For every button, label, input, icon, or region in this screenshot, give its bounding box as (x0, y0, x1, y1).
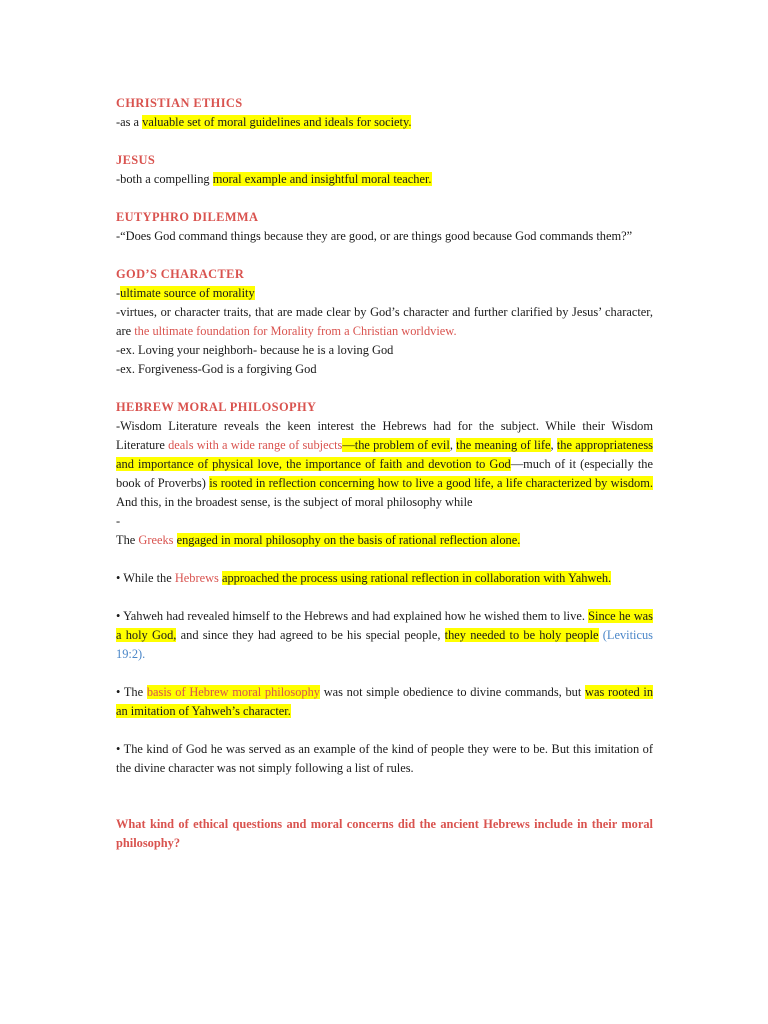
text-segment: • The (116, 685, 147, 699)
example-line-1: -ex. Loving your neighborh- because he is a loving God (116, 343, 394, 357)
greeks-line (116, 531, 653, 550)
text-segment: —much of it (especially the book of Proverbs) (116, 457, 653, 490)
highlighted-text: the problem of evil (354, 438, 450, 452)
highlighted-text: was rooted in an imitation of Yahweh’s character. (116, 685, 654, 718)
dash-line: - (116, 514, 121, 528)
heading-christian-ethics: CHRISTIAN ETHICS (116, 96, 243, 110)
text-segment: - (116, 286, 121, 300)
discussion-question: What kind of ethical questions and moral concerns did the ancient Hebrews include in their moral philosophy? (116, 817, 653, 850)
highlighted-text: moral example and insightful moral teacher. (212, 172, 432, 186)
text-segment: was not simple obedience to divine commands, but (319, 685, 586, 699)
wisdom-literature-paragraph (116, 417, 653, 512)
document-body (116, 94, 653, 853)
jesus-line (116, 170, 653, 189)
highlighted-text: approached the process using rational reflection in collaboration with Yahweh. (221, 571, 612, 585)
bullet-yahweh-revealed (116, 607, 653, 664)
highlighted-text: they needed to be holy people (444, 628, 599, 642)
highlighted-text: is rooted in reflection concerning how to live a good life, a life characterized by wisdom. (209, 476, 653, 490)
highlighted-text: the appropriateness and importance of physical love, the importance of faith and devotion to God (116, 438, 653, 471)
text-segment: -virtues, or character traits, that are made clear by God’s character and further clarified by Jesus’ character, are (116, 305, 653, 338)
scripture-reference: (Leviticus 19:2). (116, 628, 653, 661)
red-text: the ultimate foundation for Morality from a Christian worldview. (134, 324, 457, 338)
highlighted-text: ultimate source of morality (120, 286, 255, 300)
gods-character-line (116, 284, 653, 303)
christian-ethics-line (116, 113, 653, 132)
highlighted-text: engaged in moral philosophy on the basis of rational reflection alone. (176, 533, 521, 547)
heading-hebrew-moral-philosophy: HEBREW MORAL PHILOSOPHY (116, 400, 317, 414)
text-segment: , (550, 438, 557, 452)
text-segment: -Wisdom Literature reveals the keen interest the Hebrews had for the subject. While their Wisdom Literature (116, 419, 653, 452)
red-highlighted-text: basis of Hebrew moral philosophy (146, 685, 320, 699)
bullet-hebrews-approach (116, 569, 653, 588)
highlighted-text: Since he was a holy God, (116, 609, 653, 642)
heading-eutyphro-dilemma: EUTYPHRO DILEMMA (116, 210, 259, 224)
virtues-paragraph (116, 303, 653, 341)
red-text: Greeks (138, 533, 174, 547)
highlighted-text: valuable set of moral guidelines and ideals for society. (142, 115, 412, 129)
text-segment: • Yahweh had revealed himself to the Hebrews and had explained how he wished them to live. (116, 609, 589, 623)
text-segment: The (116, 533, 139, 547)
bullet-kind-of-god: • The kind of God he was served as an example of the kind of people they were to be. But this imitation of the divine character was not simply following a list of rules. (116, 742, 653, 775)
heading-jesus: JESUS (116, 153, 156, 167)
text-segment: -both a compelling (116, 172, 213, 186)
bullet-basis-of-philosophy (116, 683, 653, 721)
red-text: Hebrews (174, 571, 219, 585)
red-text: deals with a wide range of subjects (168, 438, 343, 452)
eutyphro-quote: -“Does God command things because they are good, or are things good because God commands them?” (116, 229, 633, 243)
highlighted-text: — (342, 438, 355, 452)
text-segment: • While the (116, 571, 175, 585)
heading-gods-character: GOD’S CHARACTER (116, 267, 245, 281)
highlighted-text: the meaning of life (456, 438, 551, 452)
text-segment: -as a (116, 115, 143, 129)
text-segment: , (449, 438, 457, 452)
text-segment: And this, in the broadest sense, is the subject of moral philosophy while (116, 495, 473, 509)
text-segment: and since they had agreed to be his special people, (176, 628, 445, 642)
example-line-2: -ex. Forgiveness-God is a forgiving God (116, 362, 317, 376)
